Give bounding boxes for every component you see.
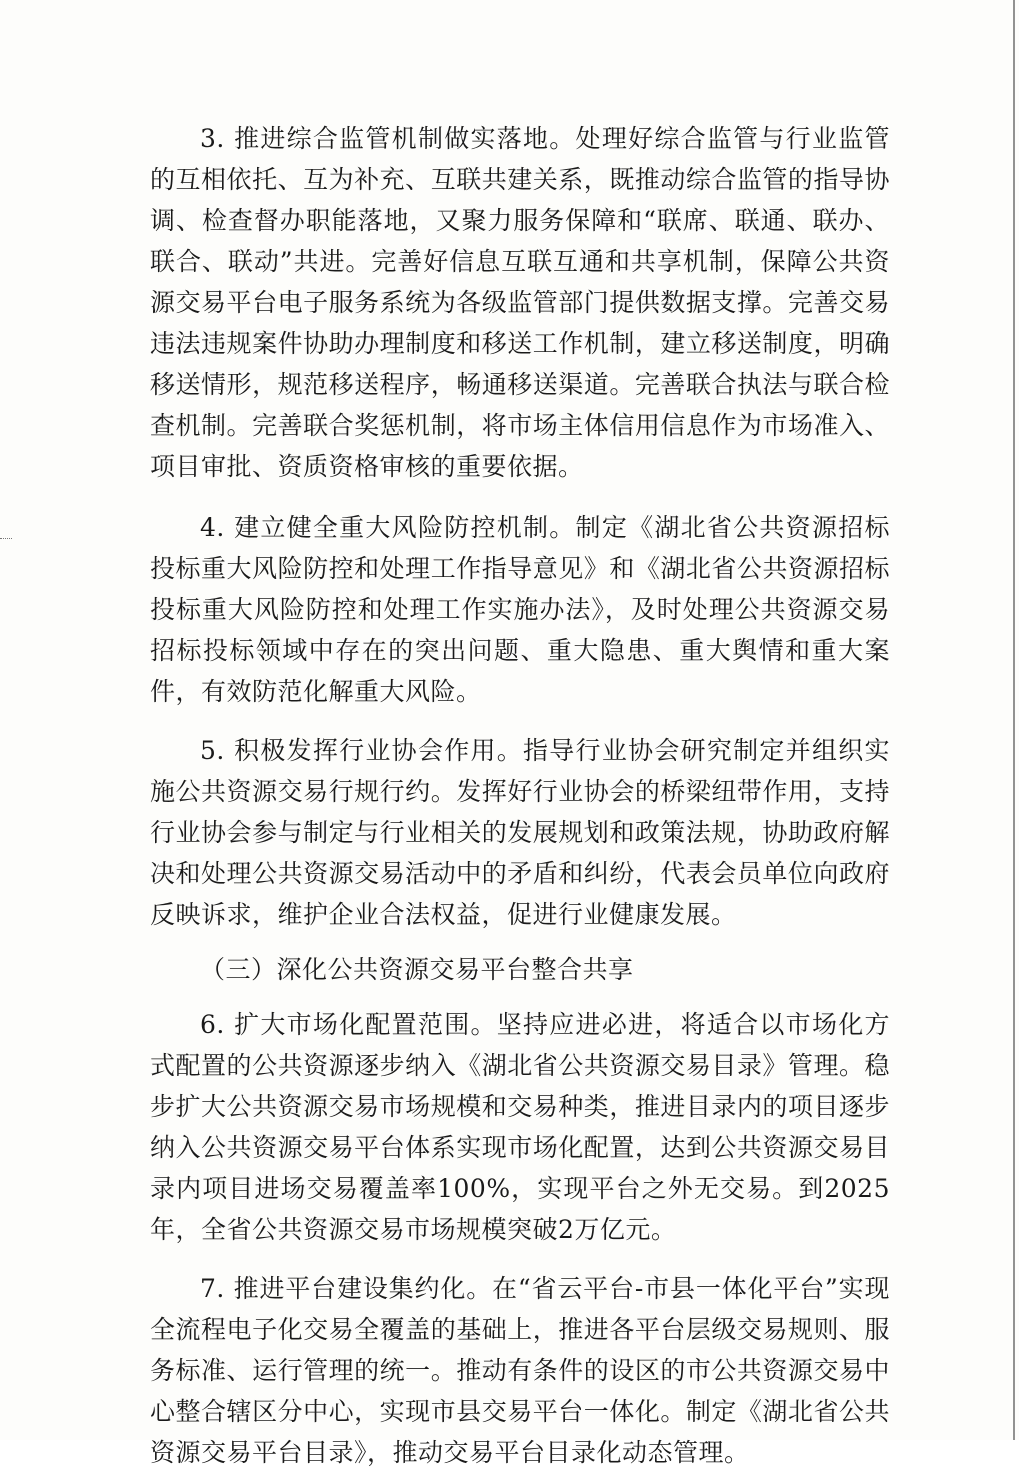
paragraph-platform-intensification: 7. 推进平台建设集约化。在“省云平台-市县一体化平台”实现全流程电子化交易全覆盖的基础上，推进各平台层级交易规则、服务标准、运行管理的统一。推动有条件的设区的市公共资源交易中心整合辖区分中心，实现市县交易平台一体化。制定《湖北省公共资源交易平台目录》，推动交易平台目录化动态管理。 — [150, 1274, 890, 1467]
section-heading-platform-integration: （三）深化公共资源交易平台整合共享 — [200, 955, 634, 984]
margin-mark — [0, 538, 12, 540]
paragraph-market-allocation: 6. 扩大市场化配置范围。坚持应进必进，将适合以市场化方式配置的公共资源逐步纳入《湖北省公共资源交易目录》管理。稳步扩大公共资源交易市场规模和交易种类，推进目录内的项目逐步纳入公共资源交易平台体系实现市场化配置，达到公共资源交易目录内项目进场交易覆盖率100%，实现平台之外无交易。到2025年，全省公共资源交易市场规模突破2万亿元。 — [150, 1010, 890, 1244]
paragraph-risk-control: 4. 建立健全重大风险防控机制。制定《湖北省公共资源招标投标重大风险防控和处理工作指导意见》和《湖北省公共资源招标投标重大风险防控和处理工作实施办法》，及时处理公共资源交易招标投标领域中存在的突出问题、重大隐患、重大舆情和重大案件，有效防范化解重大风险。 — [150, 513, 890, 706]
paragraph-comprehensive-supervision: 3. 推进综合监管机制做实落地。处理好综合监管与行业监管的互相依托、互为补充、互联共建关系，既推动综合监管的指导协调、检查督办职能落地，又聚力服务保障和“联席、联通、联办、联合、联动”共进。完善好信息互联互通和共享机制，保障公共资源交易平台电子服务系统为各级监管部门提供数据支撑。完善交易违法违规案件协助办理制度和移送工作机制，建立移送制度，明确移送情形，规范移送程序，畅通移送渠道。完善联合执法与联合检查机制。完善联合奖惩机制，将市场主体信用信息作为市场准入、项目审批、资质资格审核的重要依据。 — [150, 124, 890, 481]
document-body — [150, 118, 890, 1473]
page-edge-line — [1013, 0, 1015, 1440]
paragraph-industry-associations: 5. 积极发挥行业协会作用。指导行业协会研究制定并组织实施公共资源交易行规行约。发挥好行业协会的桥梁纽带作用，支持行业协会参与制定与行业相关的发展规划和政策法规，协助政府解决和处理公共资源交易活动中的矛盾和纠纷，代表会员单位向政府反映诉求，维护企业合法权益，促进行业健康发展。 — [150, 736, 890, 929]
